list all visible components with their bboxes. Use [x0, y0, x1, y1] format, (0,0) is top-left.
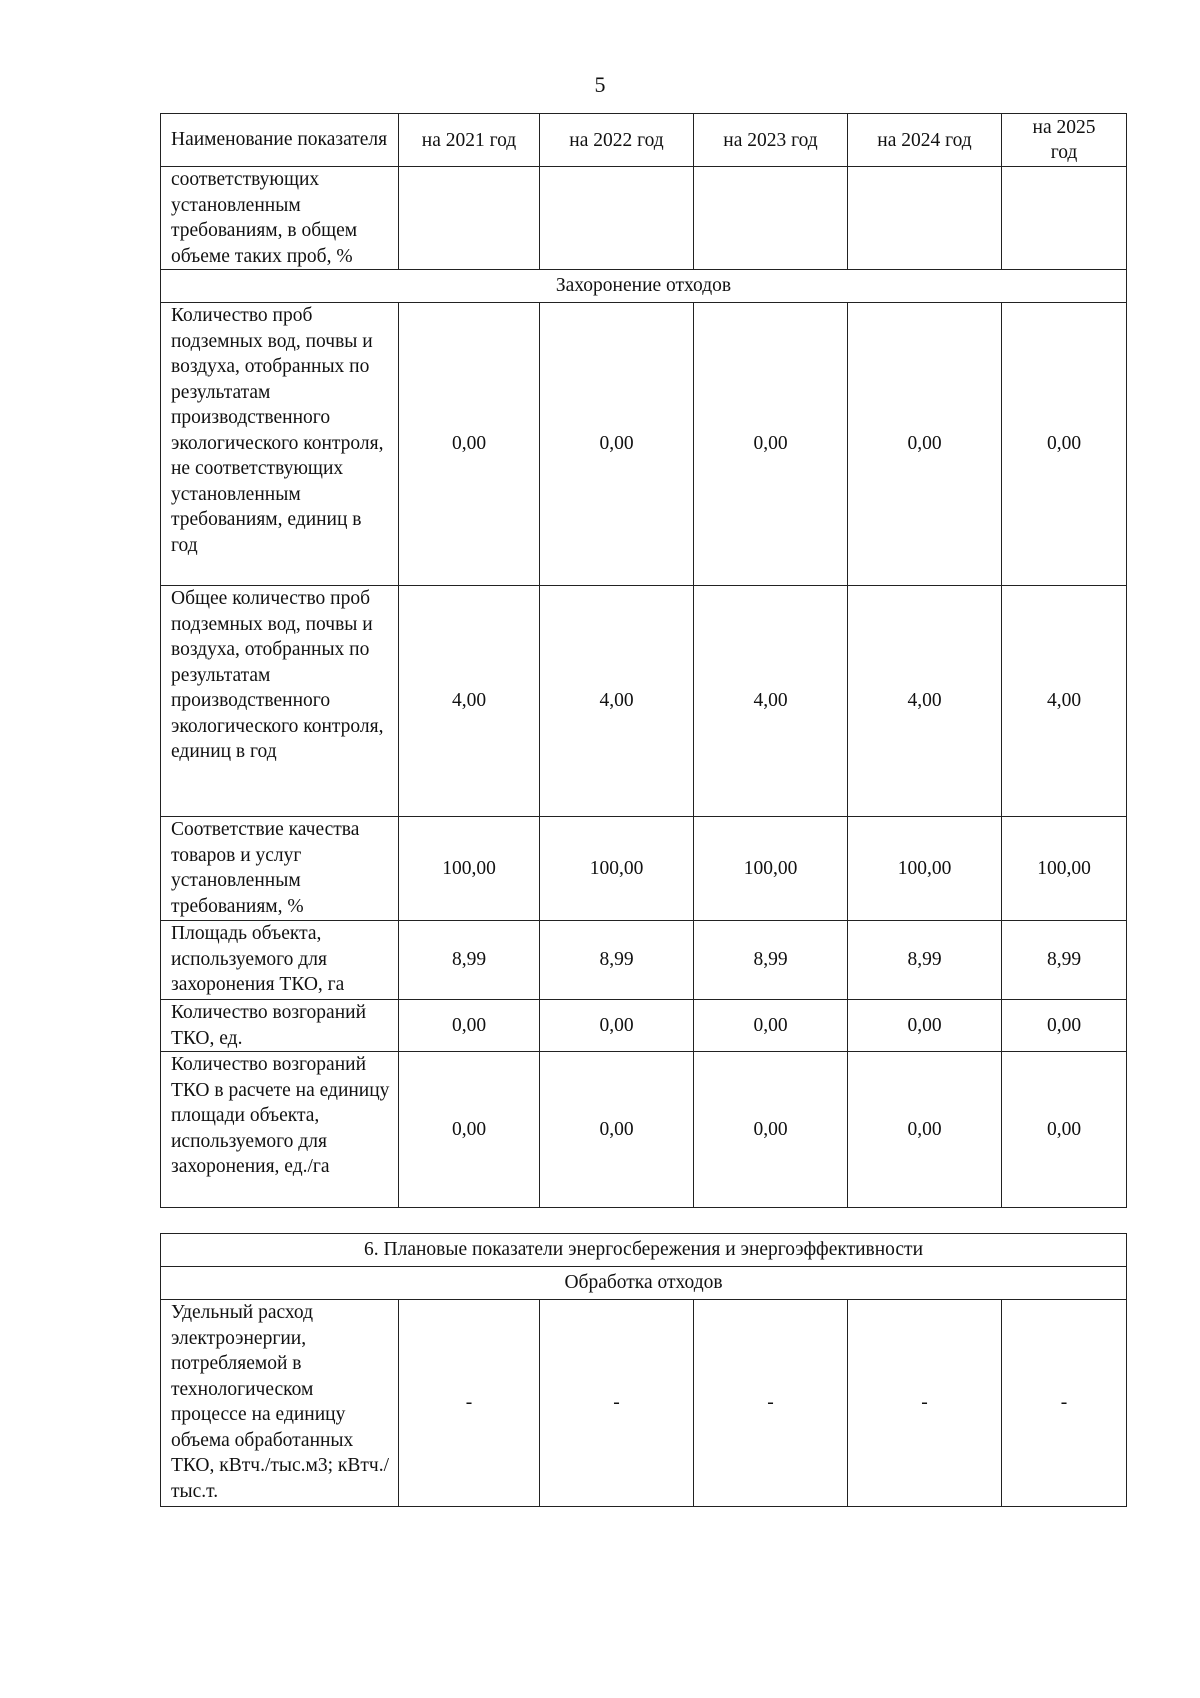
header-year-2024: на 2024 год [848, 114, 1002, 167]
table-row [161, 303, 1127, 586]
row-value-2022: 8,99 [540, 921, 694, 1000]
page-number: 5 [594, 72, 606, 97]
row-value-2024: 0,00 [848, 1052, 1002, 1208]
row-value-2021: 8,99 [399, 921, 540, 1000]
row-value-2024: 0,00 [848, 1000, 1002, 1052]
row-name: Соответствие качества товаров и услуг установленным требованиям, % [161, 817, 399, 921]
table-row [161, 586, 1127, 817]
row-value-2025 [1002, 167, 1127, 270]
row-value-2022: 100,00 [540, 817, 694, 921]
row-value-2022 [540, 167, 694, 270]
table-row-continued [161, 167, 1127, 270]
table-title-row [161, 1234, 1127, 1267]
table-row [161, 921, 1127, 1000]
row-value-2023: 8,99 [694, 921, 848, 1000]
row-value-2023: 100,00 [694, 817, 848, 921]
energy-efficiency-table [160, 1233, 1127, 1507]
row-value-2023: 4,00 [694, 586, 848, 817]
header-year-2025: на 2025 год [1002, 114, 1127, 167]
table-row [161, 817, 1127, 921]
section-title-burial: Захоронение отходов [161, 270, 1127, 303]
header-year-2021: на 2021 год [399, 114, 540, 167]
section-row-burial [161, 270, 1127, 303]
row-value-2025: 100,00 [1002, 817, 1127, 921]
row-name: Количество возгораний ТКО, ед. [161, 1000, 399, 1052]
table-header-row [161, 114, 1127, 167]
table-row [161, 1300, 1127, 1507]
header-year-2023: на 2023 год [694, 114, 848, 167]
row-value-2021: - [399, 1300, 540, 1507]
row-value-2024: - [848, 1300, 1002, 1507]
row-name: Общее количество проб подземных вод, почвы и воздуха, отобранных по результатам производственного экологического контроля, единиц в год [161, 586, 399, 817]
row-value-2024: 100,00 [848, 817, 1002, 921]
table-title-energy: 6. Плановые показатели энергосбережения и энергоэффективности [161, 1234, 1127, 1267]
row-name: Количество возгораний ТКО в расчете на единицу площади объекта, используемого для захоронения, ед./га [161, 1052, 399, 1208]
row-name: соответствующих установленным требованиям, в общем объеме таких проб, % [161, 167, 399, 270]
section-title-processing: Обработка отходов [161, 1267, 1127, 1300]
row-value-2024: 4,00 [848, 586, 1002, 817]
header-indicator-name: Наименование показателя [161, 114, 399, 167]
table-row [161, 1052, 1127, 1208]
row-value-2024 [848, 167, 1002, 270]
indicators-table [160, 113, 1127, 1208]
row-value-2023: 0,00 [694, 303, 848, 586]
row-value-2022: 0,00 [540, 303, 694, 586]
row-value-2023 [694, 167, 848, 270]
row-value-2021 [399, 167, 540, 270]
row-value-2022: 4,00 [540, 586, 694, 817]
row-value-2024: 0,00 [848, 303, 1002, 586]
row-name: Удельный расход электроэнергии, потребляемой в технологическом процессе на единицу объема обработанных ТКО, кВтч./тыс.м3; кВтч./тыс.т. [161, 1300, 399, 1507]
row-value-2023: 0,00 [694, 1000, 848, 1052]
row-value-2025: 4,00 [1002, 586, 1127, 817]
row-value-2021: 0,00 [399, 303, 540, 586]
row-value-2021: 4,00 [399, 586, 540, 817]
header-year-2022: на 2022 год [540, 114, 694, 167]
row-value-2021: 0,00 [399, 1052, 540, 1208]
row-value-2021: 0,00 [399, 1000, 540, 1052]
row-value-2025: - [1002, 1300, 1127, 1507]
row-value-2023: - [694, 1300, 848, 1507]
row-value-2021: 100,00 [399, 817, 540, 921]
row-value-2023: 0,00 [694, 1052, 848, 1208]
row-value-2025: 0,00 [1002, 1052, 1127, 1208]
table-row [161, 1000, 1127, 1052]
row-value-2022: 0,00 [540, 1052, 694, 1208]
row-name: Количество проб подземных вод, почвы и воздуха, отобранных по результатам производственного экологического контроля, не соответствующих установленным требованиям, единиц в год [161, 303, 399, 586]
row-value-2022: - [540, 1300, 694, 1507]
row-value-2025: 0,00 [1002, 303, 1127, 586]
row-name: Площадь объекта, используемого для захоронения ТКО, га [161, 921, 399, 1000]
section-row-processing [161, 1267, 1127, 1300]
row-value-2024: 8,99 [848, 921, 1002, 1000]
row-value-2025: 0,00 [1002, 1000, 1127, 1052]
row-value-2022: 0,00 [540, 1000, 694, 1052]
row-value-2025: 8,99 [1002, 921, 1127, 1000]
